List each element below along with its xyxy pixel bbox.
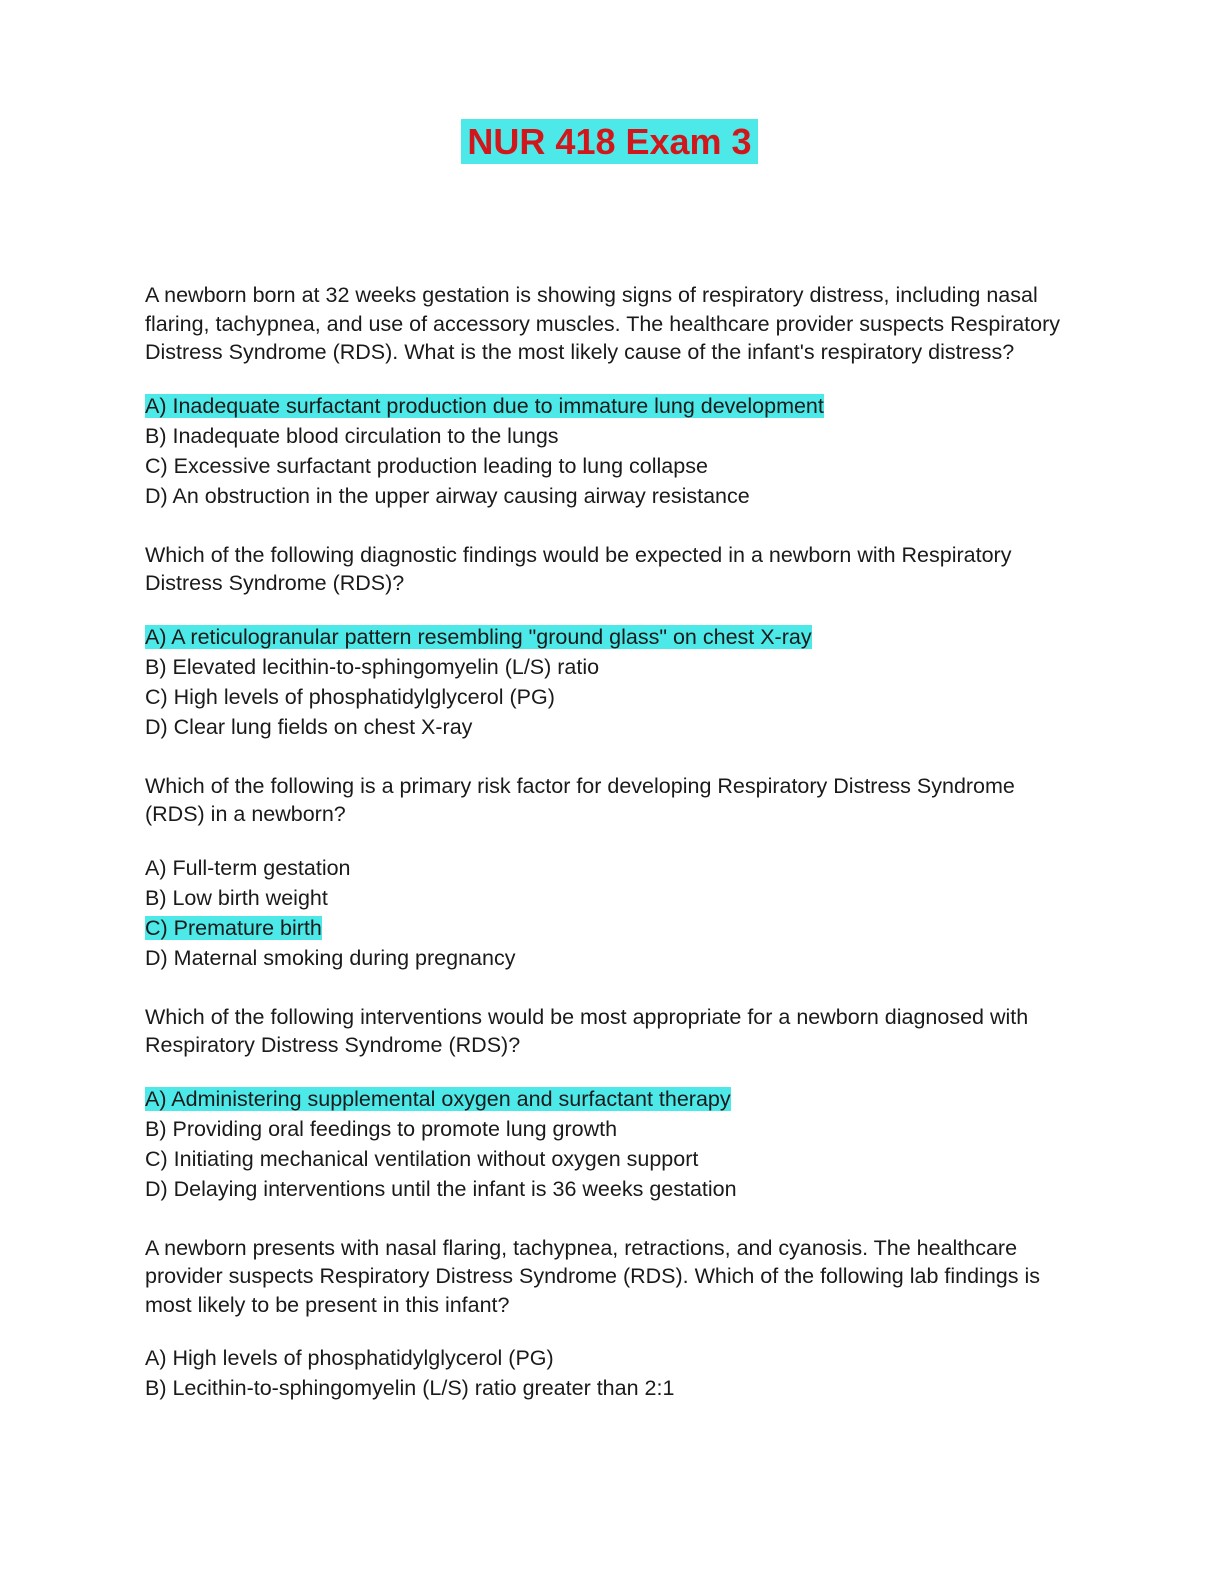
answer-option-text: D) An obstruction in the upper airway causing airway resistance — [145, 483, 750, 508]
question-stem: Which of the following is a primary risk factor for developing Respiratory Distress Syndrome (RDS) in a newborn? — [145, 773, 1015, 827]
answer-option — [145, 1146, 1074, 1174]
answer-option — [145, 1345, 1074, 1373]
question-stem: A newborn born at 32 weeks gestation is showing signs of respiratory distress, including nasal flaring, tachypnea, and use of accessory muscles. The healthcare provider suspects Respiratory Distress Syndrome (RDS). What is the most likely cause of the infant's respiratory distress? — [145, 283, 1061, 365]
answer-option — [145, 453, 1074, 481]
answer-option — [145, 945, 1074, 973]
page-title-text: NUR 418 Exam 3 — [461, 119, 757, 164]
answer-option-highlighted — [145, 624, 1074, 652]
answer-option-text: B) Lecithin-to-sphingomyelin (L/S) ratio greater than 2:1 — [145, 1376, 675, 1401]
answer-option — [145, 1116, 1074, 1144]
answer-option — [145, 483, 1074, 511]
answer-option — [145, 684, 1074, 712]
answer-option — [145, 423, 1074, 451]
answer-option — [145, 714, 1074, 742]
answer-options — [145, 624, 1074, 742]
question-block — [145, 1234, 1074, 1404]
answer-option-text: B) Low birth weight — [145, 885, 328, 910]
answer-options — [145, 1086, 1074, 1204]
answer-option-highlighted — [145, 915, 1074, 943]
answer-option-text: D) Maternal smoking during pregnancy — [145, 945, 516, 970]
answer-option-text: A) Full-term gestation — [145, 855, 351, 880]
answer-option — [145, 1375, 1074, 1403]
question-stem: Which of the following diagnostic findings would be expected in a newborn with Respiratory Distress Syndrome (RDS)? — [145, 542, 1012, 596]
answer-option-highlighted — [145, 393, 1074, 421]
answer-option-text: C) Premature birth — [145, 915, 322, 940]
question-stem: Which of the following interventions would be most appropriate for a newborn diagnosed with Respiratory Distress Syndrome (RDS)? — [145, 1004, 1029, 1058]
answer-option-text: A) Administering supplemental oxygen and surfactant therapy — [145, 1086, 731, 1111]
question-list — [145, 281, 1074, 1403]
answer-options — [145, 855, 1074, 973]
answer-option-text: A) High levels of phosphatidylglycerol (PG) — [145, 1346, 554, 1371]
answer-option — [145, 855, 1074, 883]
question-block — [145, 281, 1074, 511]
answer-options — [145, 393, 1074, 511]
answer-options — [145, 1345, 1074, 1403]
answer-option — [145, 885, 1074, 913]
question-block — [145, 1003, 1074, 1204]
question-block — [145, 541, 1074, 742]
answer-option-text: D) Delaying interventions until the infant is 36 weeks gestation — [145, 1176, 737, 1201]
page-title — [145, 120, 1074, 163]
answer-option-text: A) Inadequate surfactant production due to immature lung development — [145, 393, 824, 418]
answer-option — [145, 654, 1074, 682]
answer-option-text: B) Elevated lecithin-to-sphingomyelin (L/S) ratio — [145, 654, 600, 679]
answer-option-text: C) Excessive surfactant production leading to lung collapse — [145, 453, 708, 478]
answer-option-text: C) Initiating mechanical ventilation without oxygen support — [145, 1146, 699, 1171]
answer-option-text: C) High levels of phosphatidylglycerol (PG) — [145, 684, 555, 709]
answer-option-text: B) Providing oral feedings to promote lung growth — [145, 1116, 618, 1141]
question-stem: A newborn presents with nasal flaring, tachypnea, retractions, and cyanosis. The healthcare provider suspects Respiratory Distress Syndrome (RDS). Which of the following lab findings is most likely to be present in this infant? — [145, 1235, 1040, 1317]
question-block — [145, 772, 1074, 973]
answer-option-text: D) Clear lung fields on chest X-ray — [145, 714, 473, 739]
answer-option-highlighted — [145, 1086, 1074, 1114]
answer-option — [145, 1176, 1074, 1204]
answer-option-text: A) A reticulogranular pattern resembling "ground glass" on chest X-ray — [145, 624, 812, 649]
answer-option-text: B) Inadequate blood circulation to the lungs — [145, 423, 559, 448]
